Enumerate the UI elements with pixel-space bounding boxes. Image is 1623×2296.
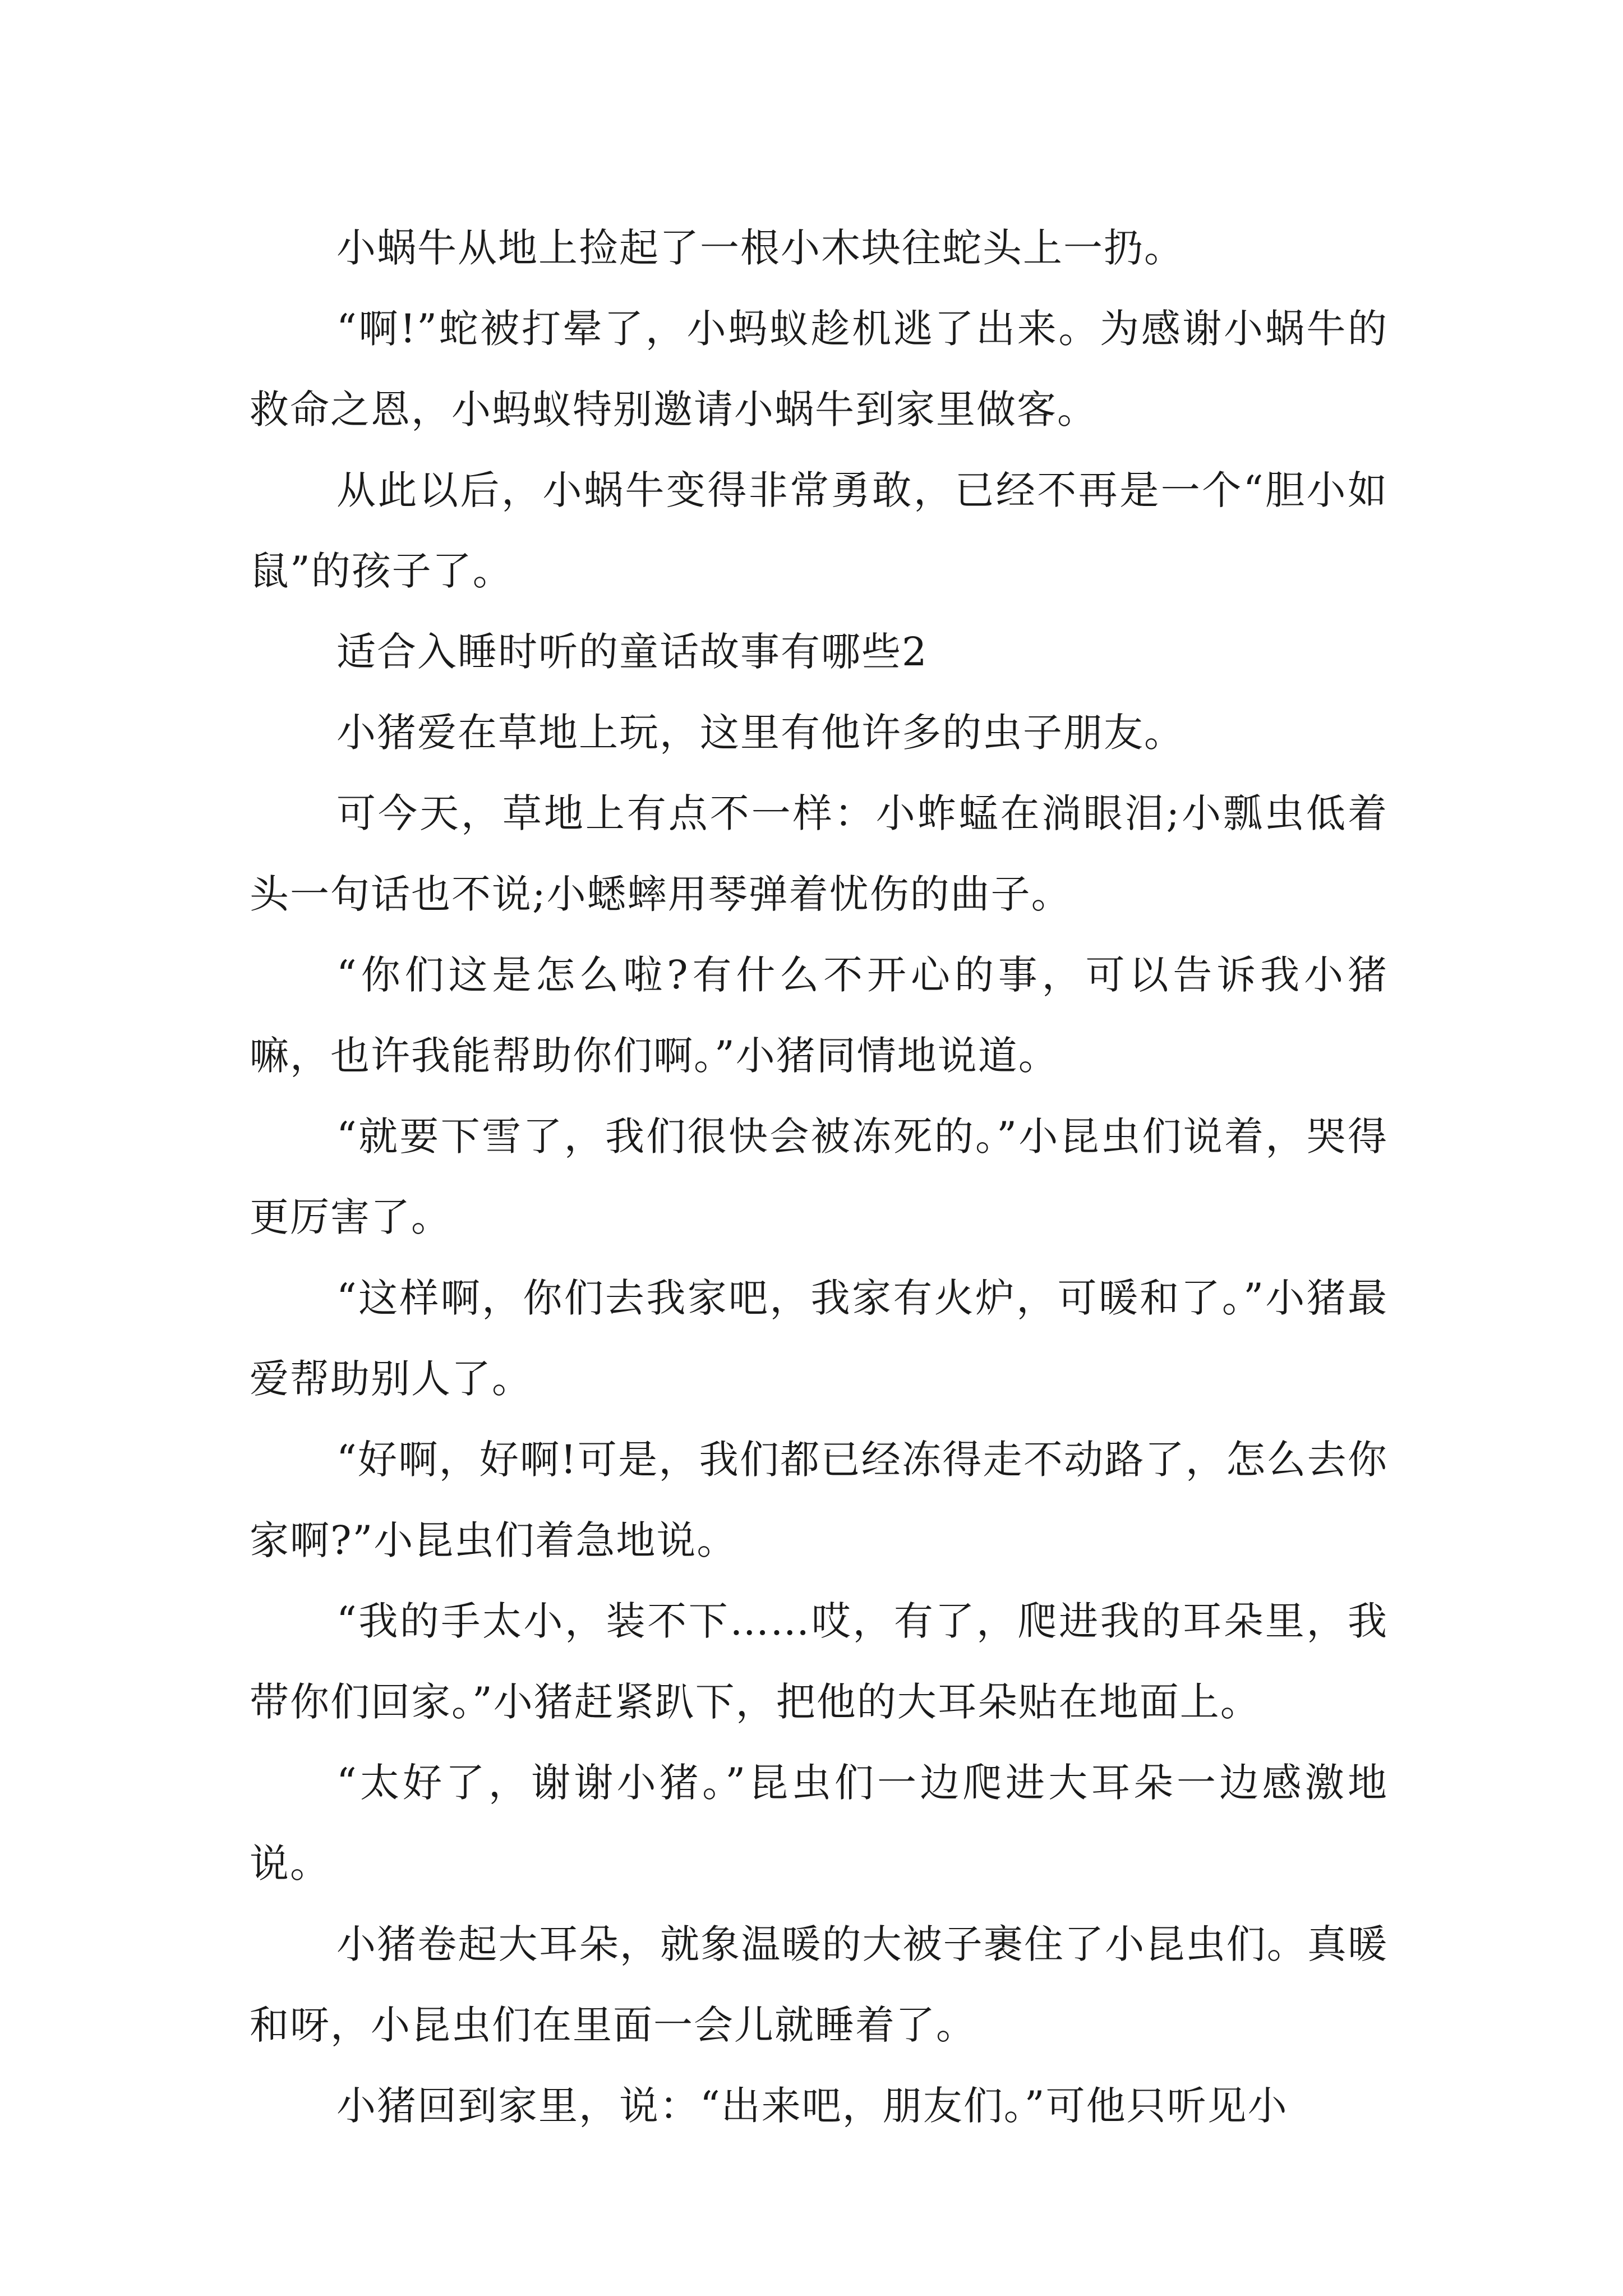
paragraph: 小猪卷起大耳朵，就象温暖的大被子裹住了小昆虫们。真暖和呀，小昆虫们在里面一会儿就睡着了。 — [250, 1921, 1388, 2048]
paragraph: 从此以后，小蜗牛变得非常勇敢，已经不再是一个“胆小如鼠”的孩子了。 — [250, 467, 1388, 594]
paragraph: “这样啊，你们去我家吧，我家有火炉，可暖和了。”小猪最爱帮助别人了。 — [250, 1275, 1388, 1402]
paragraph: 小猪回到家里，说：“出来吧，朋友们。”可他只听见小 — [336, 2083, 1288, 2129]
document-body — [250, 208, 1388, 2146]
paragraph: 小蜗牛从地上捡起了一根小木块往蛇头上一扔。 — [336, 225, 1184, 271]
paragraph: “啊!”蛇被打晕了，小蚂蚁趁机逃了出来。为感谢小蜗牛的救命之恩，小蚂蚁特别邀请小蜗牛到家里做客。 — [250, 306, 1388, 432]
paragraph: 可今天，草地上有点不一样：小蚱蜢在淌眼泪;小瓢虫低着头一句话也不说;小蟋蟀用琴弹着忧伤的曲子。 — [250, 790, 1388, 917]
paragraph: “你们这是怎么啦?有什么不开心的事，可以告诉我小猪嘛，也许我能帮助你们啊。”小猪同情地说道。 — [250, 952, 1388, 1079]
paragraph: 小猪爱在草地上玩，这里有他许多的虫子朋友。 — [336, 710, 1184, 756]
paragraph: “好啊，好啊!可是，我们都已经冻得走不动路了，怎么去你家啊?”小昆虫们着急地说。 — [250, 1437, 1388, 1563]
paragraph: “就要下雪了，我们很快会被冻死的。”小昆虫们说着，哭得更厉害了。 — [250, 1114, 1388, 1240]
paragraph: “太好了，谢谢小猪。”昆虫们一边爬进大耳朵一边感激地说。 — [250, 1760, 1388, 1887]
paragraph: “我的手太小，装不下……哎，有了，爬进我的耳朵里，我带你们回家。”小猪赶紧趴下，把他的大耳朵贴在地面上。 — [250, 1598, 1388, 1725]
section-heading: 适合入睡时听的童话故事有哪些2 — [336, 629, 928, 675]
